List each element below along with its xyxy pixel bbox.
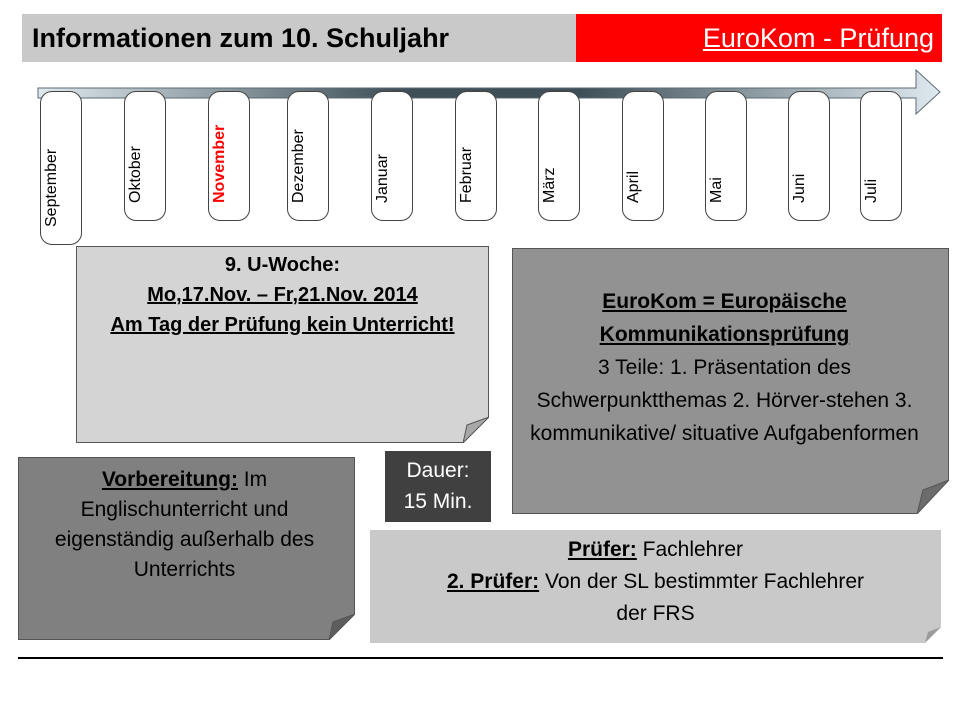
month-dezember [287,91,329,221]
examiner-text [370,534,941,630]
exam-no-lessons: Am Tag der Prüfung kein Unterricht! [110,314,455,336]
month-label: Januar [374,154,391,203]
exam-date-text [76,250,489,340]
month-label: Mai [708,177,725,203]
bottom-divider [18,657,943,659]
duration-text [385,455,491,517]
page-curl-icon [329,614,355,640]
examiner-value: Fachlehrer [636,538,744,561]
month-label: November [211,124,228,203]
month-label: Februar [458,146,475,203]
month-label: Oktober [127,146,144,203]
month-juni [788,91,830,221]
preparation-body: Im Englischunterricht und eigenständig außerhalb des Unterrichts [54,468,315,581]
month-november [208,91,250,221]
month-maerz [538,91,580,221]
examiner-label: Prüfer: [567,538,637,561]
second-examiner-value: Von der SL bestimmter Fachlehrer der FRS [539,570,865,625]
eurokom-heading: EuroKom = Europäische Kommunikationsprüfung [599,290,850,346]
month-label: März [541,167,558,203]
month-oktober [124,91,166,221]
eurokom-link[interactable]: EuroKom - Prüfung [702,23,934,53]
exam-dates: Mo,17.Nov. – Fr,21.Nov. 2014 [147,284,418,306]
month-label: April [625,170,642,203]
month-april [622,91,664,221]
month-januar [371,91,413,221]
page-curl-icon [463,417,489,443]
month-label: Juli [863,178,880,203]
duration-value: 15 Min. [403,490,473,513]
eurokom-body: 3 Teile: 1. Präsentation des Schwerpunktthemas 2. Hörver-stehen 3. kommunikative/ situative Aufgabenformen [530,356,919,445]
month-mai [705,91,747,221]
page-curl-icon [917,480,949,514]
exam-week: 9. U-Woche: [224,254,341,276]
month-label: September [43,148,60,227]
preparation-label: Vorbereitung: [101,468,238,491]
month-september [40,91,82,245]
month-februar [455,91,497,221]
month-juli [860,91,902,221]
preparation-text [22,465,347,585]
eurokom-text [512,285,937,450]
second-examiner-label: 2. Prüfer: [446,570,540,593]
month-label: Dezember [290,129,307,203]
month-label: Juni [791,173,808,203]
duration-label: Dauer: [406,459,470,482]
page-title: Informationen zum 10. Schuljahr [32,23,450,53]
